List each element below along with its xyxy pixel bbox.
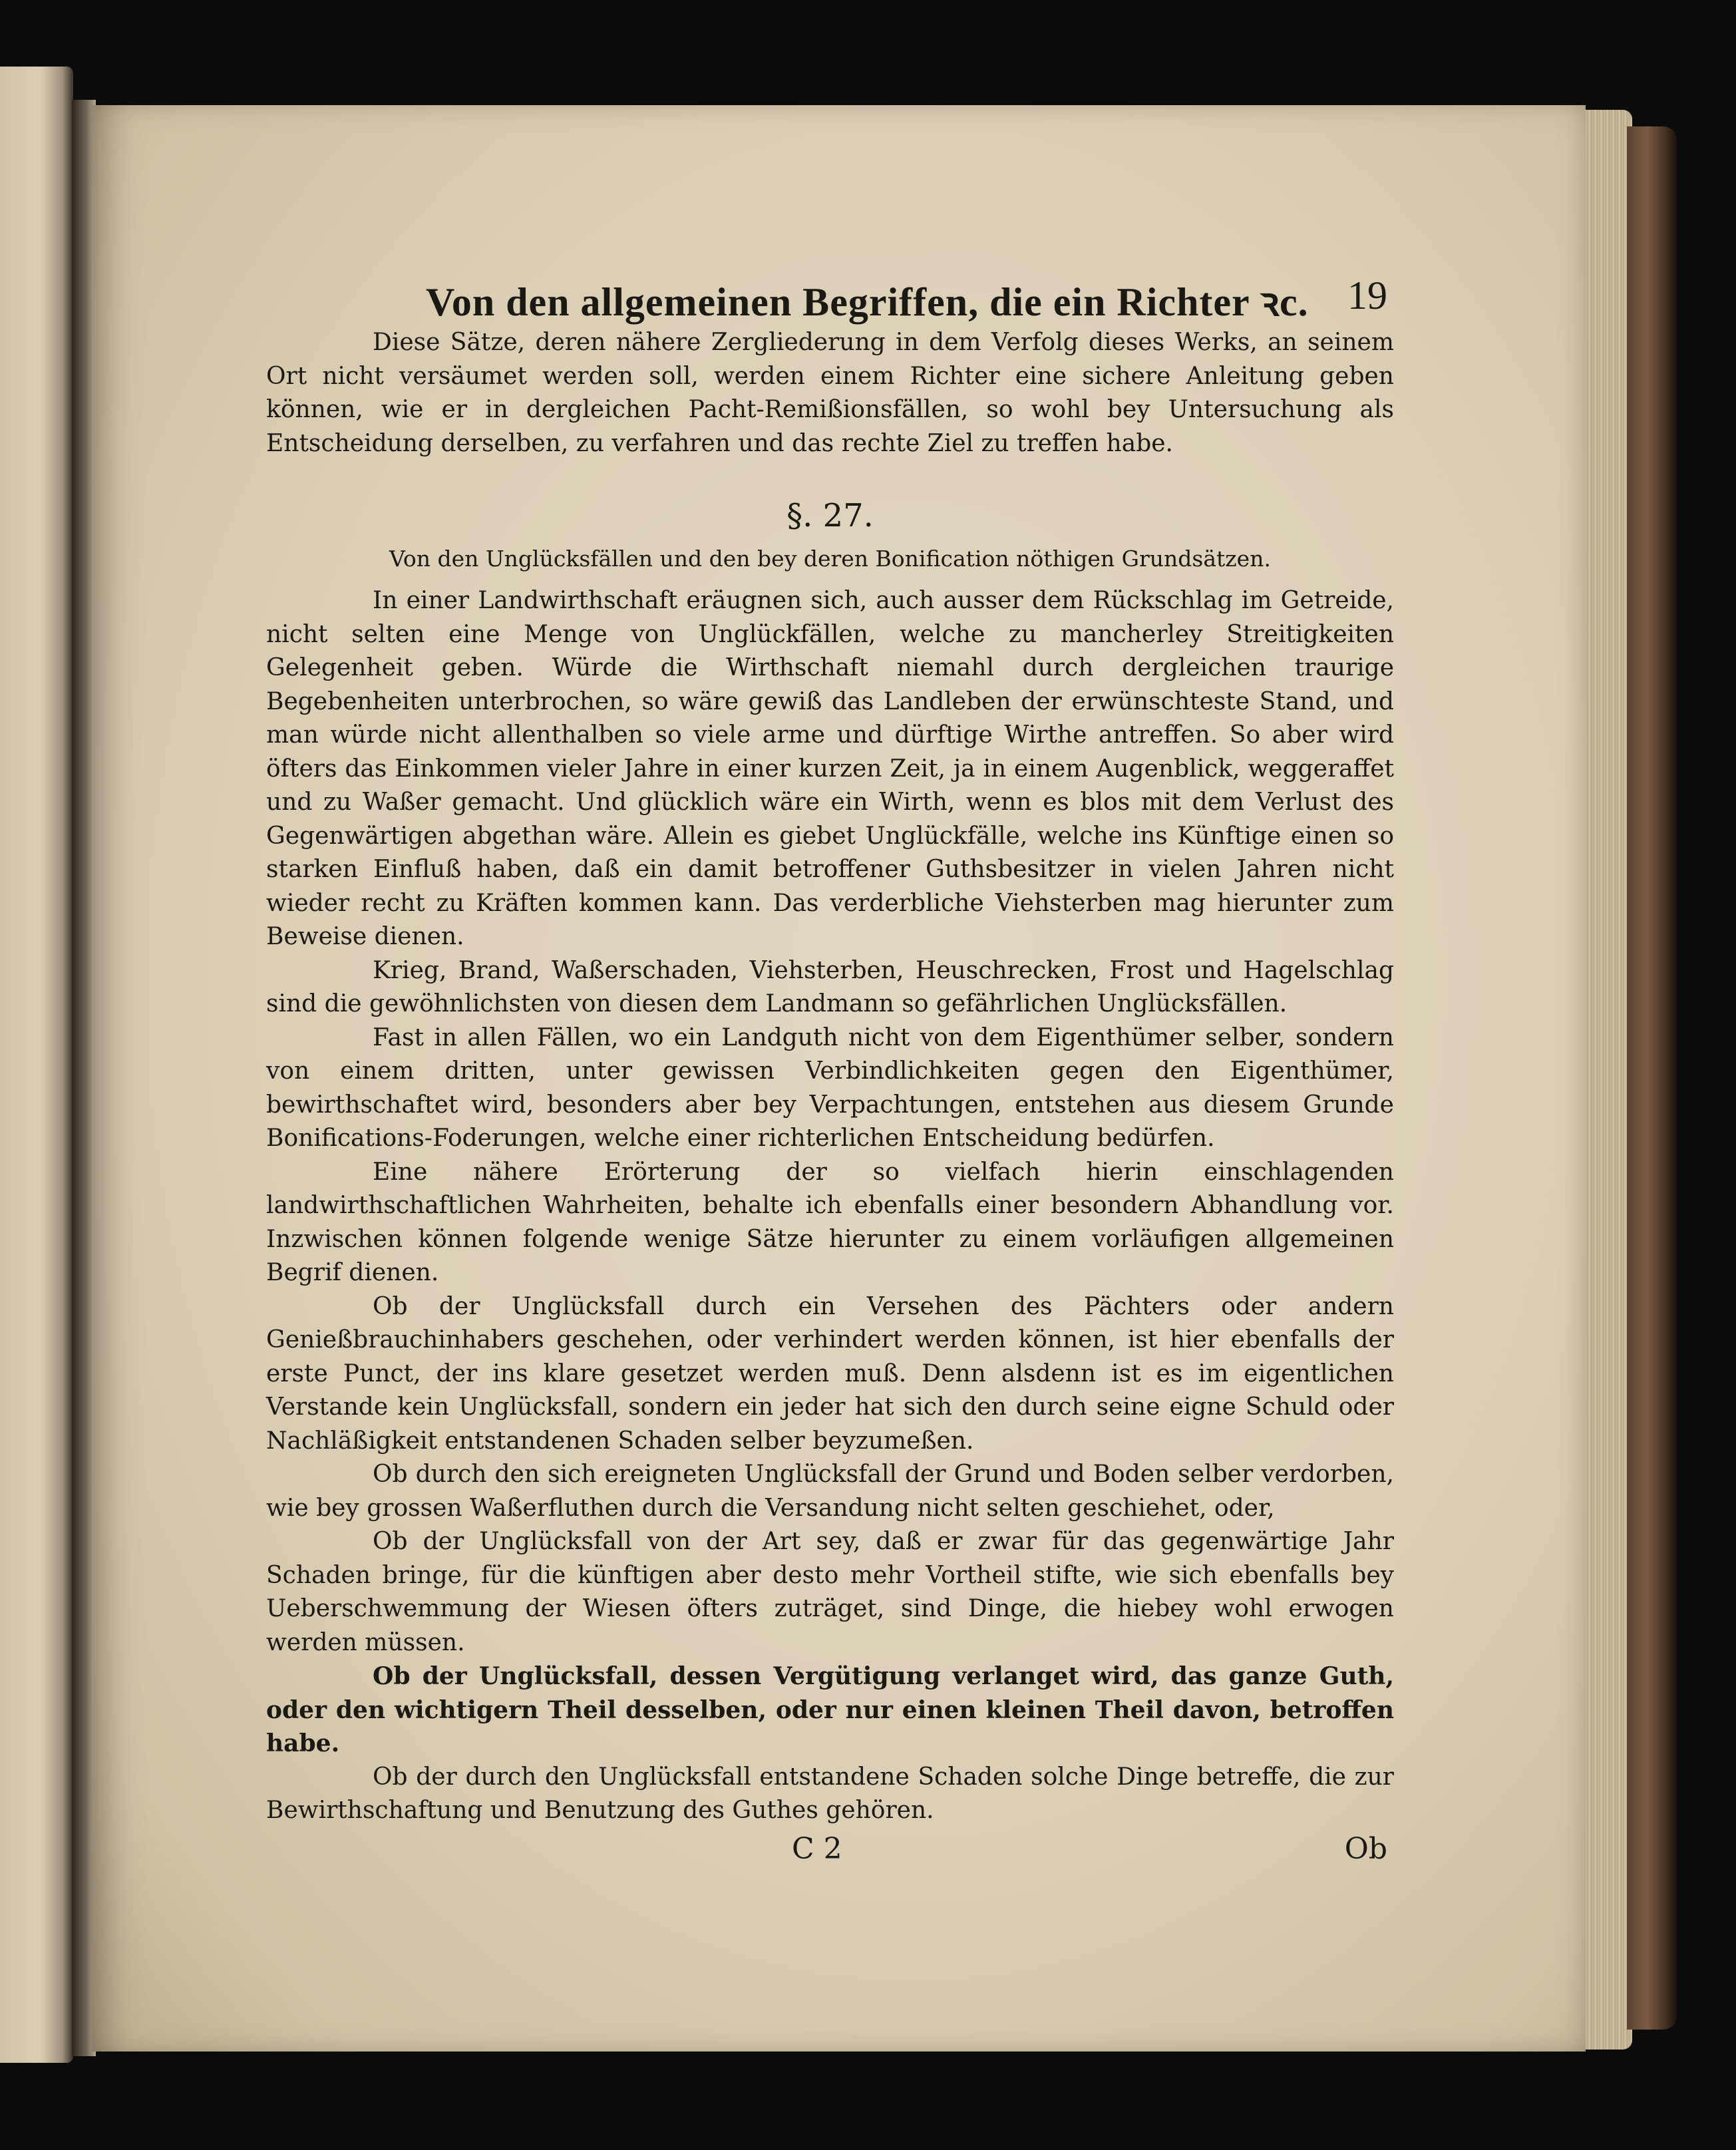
section-number: §. 27. <box>786 497 874 534</box>
left-page-edge <box>0 67 73 2063</box>
page-text-block <box>266 266 1394 1872</box>
paragraph: In einer Landwirthschaft eräugnen sich, auch ausser dem Rückschlag im Getreide, nicht selten eine Menge von Unglückfällen, welche zu mancherley Streitigkeiten Gelegenheit geben. Würde die Wirthschaft niemahl durch dergleichen traurige Begebenheiten unterbrochen, so wäre gewiß das Landleben der erwünschteste Stand, und man würde nicht allenthalben so viele arme und dürftige Wirthe antreffen. So aber wird öfters das Einkommen vieler Jahre in einer kurzen Zeit, ja in einem Augenblick, weggeraffet und zu Waßer gemacht. Und glücklich wäre ein Wirth, wenn es blos mit dem Verlust des Gegenwärtigen abgethan wäre. Allein es giebet Unglückfälle, welche ins Künftige einen so starken Einfluß haben, daß ein damit betroffener Guthsbesitzer in vielen Jahren nicht wieder recht zu Kräften kommen kann. Das verderbliche Viehsterben mag hierunter zum Beweise dienen. <box>266 587 1394 950</box>
paragraph: Eine nähere Erörterung der so vielfach hierin einschlagenden landwirthschaftlichen Wahrheiten, behalte ich ebenfalls einer besondern Abhandlung vor. Inzwischen können folgende wenige Sätze hierunter zu einem vorläufigen allgemeinen Begrif dienen. <box>266 1158 1394 1286</box>
running-head <box>266 266 1394 326</box>
running-title: Von den allgemeinen Begriffen, die ein Richter ꝛc. <box>426 280 1309 324</box>
paragraph: Ob der Unglücksfall, dessen Vergütigung verlanget wird, das ganze Guth, oder den wichtigern Theil desselben, oder nur einen kleinen Theil davon, betroffen habe. <box>266 1662 1394 1757</box>
page-stack-edges <box>1586 110 1632 2050</box>
paragraph: Ob der Unglücksfall durch ein Versehen des Pächters oder andern Genießbrauchinhabers geschehen, oder verhindert werden können, ist hier ebenfalls der erste Punct, der ins klare gesetzet werden muß. Denn alsdenn ist es im eigentlichen Verstande kein Unglücksfall, sondern ein jeder hat sich den durch seine eigne Schuld oder Nachläßigkeit entstandenen Schaden selber beyzumeßen. <box>266 1292 1394 1455</box>
paragraph: Krieg, Brand, Waßerschaden, Viehsterben, Heuschrecken, Frost und Hagelschlag sind die gewöhnlichsten von diesen dem Landmann so gefährlichen Unglücksfällen. <box>266 956 1394 1017</box>
catchword: Ob <box>1344 1831 1387 1866</box>
section-title: Von den Unglücksfällen und den bey deren Bonification nöthigen Grundsätzen. <box>389 546 1271 572</box>
paragraph: Ob der Unglücksfall von der Art sey, daß er zwar für das gegenwärtige Jahr Schaden bringe, für die künftigen aber desto mehr Vortheil stifte, wie sich ebenfalls bey Ueberschwemmung der Wiesen öfters zuträget, sind Dinge, die hiebey wohl erwogen werden müssen. <box>266 1528 1394 1656</box>
cover-edge <box>1627 126 1677 2030</box>
paragraph: Ob durch den sich ereigneten Unglücksfall der Grund und Boden selber verdorben, wie bey grossen Waßerfluthen durch die Versandung nicht selten geschiehet, oder, <box>266 1461 1394 1522</box>
page-number: 19 <box>1347 273 1387 317</box>
page-footer <box>266 1832 1394 1872</box>
paragraph: Fast in allen Fällen, wo ein Landguth nicht von dem Eigenthümer selber, sondern von einem dritten, unter gewissen Verbindlichkeiten gegen den Eigenthümer, bewirthschaftet wird, besonders aber bey Verpachtungen, entstehen aus diesem Grunde Bonifications-Foderungen, welche einer richterlichen Entscheidung bedürfen. <box>266 1023 1394 1152</box>
paragraph: Ob der durch den Unglücksfall entstandene Schaden solche Dinge betreffe, die zur Bewirthschaftung und Benutzung des Guthes gehören. <box>266 1763 1394 1824</box>
intro-paragraph: Diese Sätze, deren nähere Zergliederung in dem Verfolg dieses Werks, an seinem Ort nicht versäumet werden soll, werden einem Richter eine sichere Anleitung geben können, wie er in dergleichen Pacht-Remißionsfällen, so wohl bey Untersuchung als Entscheidung derselben, zu verfahren und das rechte Ziel zu treffen habe. <box>266 329 1394 457</box>
signature-mark: C 2 <box>792 1831 842 1866</box>
